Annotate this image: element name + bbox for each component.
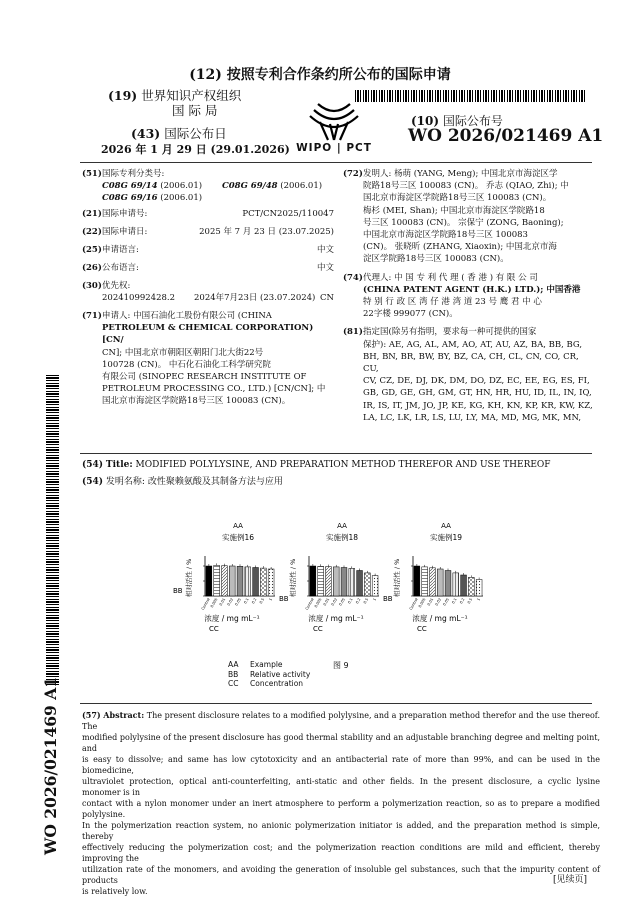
chart-category-label: 0.02 (330, 597, 339, 607)
ipc-code: C08G 69/16 (102, 193, 158, 203)
legend-code: BB (228, 669, 239, 679)
chart-category-label: 1 (372, 597, 377, 602)
abstract-line: is easy to dissolve; and same has low cytotoxicity and an antibacterial rate of more than 99%, and can be used in the biomedicine, (82, 755, 600, 775)
chart-category-label: 0.05 (338, 597, 346, 607)
applicant-line: PETROLEUM & CHEMICAL CORPORATION) [CN/ (102, 323, 314, 346)
header-divider (80, 162, 592, 163)
chart-xlabel: 浓度 / mg mL⁻¹ (204, 614, 260, 623)
designated-states-line: CV, CZ, DE, DJ, DK, DM, DO, DZ, EC, EE, EG, ES, FI, (363, 376, 590, 387)
figure-legend (228, 660, 310, 689)
chart-bb-label: BB (279, 595, 289, 603)
chart-category-label: 0.02 (226, 597, 235, 607)
agent-line: 代理人: 中 国 专 利 代 理 ( 香 港 ) 有 限 公 司 (363, 272, 538, 283)
top-barcode (355, 90, 585, 102)
inventor-line: 梅杉 (MEI, Shan); 中国北京市海淀区学院路18 (363, 205, 545, 216)
chart-ylabel: 相对活性 / % (289, 558, 297, 598)
chart-bar (430, 568, 436, 596)
bibliographic-right (343, 168, 593, 424)
publication-language: 中文 (316, 263, 334, 273)
application-number: PCT/CN2025/110047 (242, 209, 334, 219)
legend-code: CC (228, 679, 239, 688)
chart-aa-label: AA (233, 522, 243, 530)
applicant-line: PETROLEUM PROCESSING CO., LTD.) [CN/CN]; 中 (102, 384, 326, 395)
chart-bar (229, 566, 235, 596)
field-26-code: (26) (82, 263, 102, 273)
field-26-label: 公布语言: (102, 263, 139, 273)
field-81-code: (81) (343, 327, 363, 338)
applicant-line: 100728 (CN)。 中石化石油化工科学研究院 (102, 359, 271, 370)
legend-text: Relative activity (250, 669, 311, 679)
field-74-code: (74) (343, 272, 363, 283)
chart-bar (326, 567, 332, 596)
chart-category-label: 0.2 (251, 597, 258, 605)
org-sub: 国 际 局 (172, 103, 218, 118)
designated-states-line: LA, LC, LK, LR, LS, LU, LY, MA, MD, MG, MK, MN, (363, 412, 582, 423)
chart-cc-label: CC (209, 625, 219, 633)
chart-bar (318, 566, 324, 596)
chart-bar (437, 569, 443, 596)
chart-bar (476, 580, 482, 597)
field-21-label: 国际申请号: (102, 209, 148, 219)
abstract-line: In the polymerization reaction system, no anionic polymerization initiator is added, and the preparation method is simple, thereby (82, 821, 600, 841)
pubdate-label-block (131, 124, 227, 142)
wipo-logo (296, 100, 372, 156)
agent-line: (CHINA PATENT AGENT (H.K.) LTD.); 中国香港 (363, 284, 581, 295)
abstract-line: contact with a nylon monomer under an inert atmosphere to perform a polymerization reaction, so as to prepare a modified polylysine. (82, 799, 600, 819)
field-26 (82, 262, 334, 280)
designated-states-line: 指定国(除另有指明，要求每一种可提供的国家 (363, 327, 537, 338)
ipc-version: (2006.01) (157, 181, 203, 191)
chart-category-label: 0.1 (347, 597, 354, 605)
field-30 (82, 280, 334, 292)
chart-category-label: 0.02 (434, 597, 443, 607)
chart-category-label: 0.5 (258, 597, 266, 605)
field-51-label: 国际专利分类号: (102, 169, 165, 179)
chart-category-label: 0.05 (442, 597, 450, 607)
title-en-label: Title: (105, 460, 133, 470)
applicant-line: CN]; 中国北京市朝阳区朝阳门北大街22号 (102, 347, 264, 358)
field-22-code: (22) (82, 227, 102, 237)
chart-bar (349, 568, 355, 596)
chart-category-label: 0.2 (355, 597, 362, 605)
chart-category-label: Control (304, 597, 315, 611)
chart-ylabel: 相对活性 / % (185, 558, 193, 598)
abstract-line: effectively reducing the polymerization cost; and the polymerization reaction conditions are mild and efficient, thereby improving the (82, 843, 600, 863)
applicant-line: 申请人: 中国石油化工股份有限公司 (CHINA (102, 311, 272, 321)
inventor-line: (CN)。 张晓昕 (ZHANG, Xiaoxin); 中国北京市海 (363, 242, 557, 253)
field-71-code: (71) (82, 311, 102, 321)
field-81 (343, 326, 593, 424)
chart-bb-label: BB (173, 587, 183, 595)
abstract-line: The present disclosure relates to a modified polylysine, and a preparation method therefor and the use thereof. The (82, 711, 601, 731)
chart-bar (414, 566, 420, 596)
figure-9 (175, 520, 515, 700)
field-74 (343, 272, 593, 321)
title-cn (82, 476, 597, 488)
title-en-value: MODIFIED POLYLYSINE, AND PREPARATION METHOD THEREFOR AND USE THEREOF (135, 460, 551, 470)
field-51-code: (51) (82, 169, 102, 179)
chart-category-label: Control (200, 597, 211, 611)
field-72 (343, 168, 593, 266)
chart-aa-label: AA (441, 522, 451, 530)
figure-caption: 图 9 (333, 661, 349, 670)
field-30-label: 优先权: (102, 281, 131, 291)
pubno-code: (10) (411, 114, 440, 128)
chart-bar (461, 575, 467, 596)
ipc-line-2 (82, 192, 334, 208)
chart-category-label: 0.5 (362, 597, 370, 605)
field-51 (82, 168, 334, 180)
bibliographic-left (82, 168, 334, 408)
designated-states-line: IR, IS, IT, JM, JO, JP, KE, KG, KH, KN, KP, KR, KW, KZ, (363, 400, 593, 411)
abstract-label: Abstract: (103, 710, 145, 720)
chart-category-label: 0.1 (243, 597, 250, 605)
field-25-code: (25) (82, 245, 102, 255)
legend-code: AA (228, 660, 239, 669)
priority-number: 202410992428.2 (102, 293, 176, 303)
chart-category-label: 0.005 (209, 597, 219, 609)
wipo-emblem-icon (300, 100, 368, 144)
chart-xlabel: 浓度 / mg mL⁻¹ (308, 614, 364, 623)
field-72-code: (72) (343, 169, 363, 179)
ipc-code: C08G 69/48 (222, 181, 278, 191)
designated-states-line: GB, GD, GE, GH, GM, GT, HN, HR, HU, ID, IL, IN, IQ, (363, 388, 592, 399)
legend-text: Concentration (250, 679, 304, 688)
abstract-code: (57) (82, 710, 101, 720)
chart-category-label: 1 (268, 597, 273, 602)
title-cn-code: (54) (82, 477, 104, 487)
field-21 (82, 208, 334, 226)
wipo-pct-text: WIPO | PCT (296, 142, 372, 154)
field-25 (82, 244, 334, 262)
agent-line: 特 别 行 政 区 湾 仔 港 湾 道 23 号 鹰 君 中 心 (363, 297, 542, 308)
figure-divider (80, 703, 592, 704)
chart-xlabel: 浓度 / mg mL⁻¹ (412, 614, 468, 623)
chart-cc-label: CC (417, 625, 427, 633)
inventor-line: 淀区学院路18号三区 100083 (CN)。 (363, 254, 509, 265)
chart-category-label: 0.1 (451, 597, 458, 605)
org-code: (19) (108, 88, 138, 103)
agent-line: 22字楼 999077 (CN)。 (363, 309, 458, 320)
legend-text: Example (250, 660, 283, 669)
chart-bar (341, 568, 347, 597)
chart-bar (357, 571, 363, 597)
applicant-line: 国北京市海淀区学院路18号三区 100083 (CN)。 (102, 396, 291, 407)
chart-bar (260, 568, 266, 596)
chart-category-label: 0.5 (466, 597, 474, 605)
ipc-version: (2006.01) (157, 193, 203, 203)
chart-bar (364, 573, 370, 596)
field-25-label: 申请语言: (102, 245, 139, 255)
chart-bar (453, 573, 459, 596)
chart-category-label: 0.01 (322, 597, 331, 607)
abstract-line: ultraviolet protection, optical anti-counterfeiting, anti-static and other fields. In the present disclosure, a cyclic lysine monomer is in (82, 777, 600, 797)
chart-category-label: 0.01 (426, 597, 435, 607)
priority-row (82, 292, 334, 310)
chart-bar (237, 566, 243, 596)
chart-category-label: 0.2 (459, 597, 466, 605)
title-cn-label: 发明名称: (105, 477, 145, 487)
document-title: (12) 按照专利合作条约所公布的国际申请 (189, 67, 451, 83)
designated-states-line: 保护): AE, AG, AL, AM, AO, AT, AU, AZ, BA, BB, BG, (363, 339, 583, 350)
continued-note: [见续页] (553, 875, 588, 885)
abstract-line: utilization rate of the monomers, and avoiding the generation of insoluble gel substances, such that the impurity content of products (82, 865, 600, 885)
applicant-line: 有限公司 (SINOPEC RESEARCH INSTITUTE OF (102, 372, 307, 383)
abstract-line: modified polylysine of the present disclosure has good thermal stability and an adjustable branching degree and melting point, and (82, 733, 600, 753)
chart-bar (214, 565, 220, 596)
pubno-label: 国际公布号 (442, 114, 503, 128)
ipc-version: (2006.01) (277, 181, 323, 191)
inventor-line: 中国北京市海淀区学院路18号三区 100083 (363, 230, 528, 241)
inventor-line: 号三区 100083 (CN)。 宗保宁 (ZONG, Baoning); (363, 217, 564, 228)
chart-bar (268, 569, 274, 596)
chart-bar (245, 567, 251, 596)
priority-country: CN (320, 293, 334, 303)
priority-date: 2024年7月23日 (23.07.2024) (194, 293, 316, 303)
chart-ylabel: 相对活性 / % (393, 558, 401, 598)
title-cn-value: 改性聚赖氨酸及其制备方法与应用 (147, 477, 283, 487)
org-name: 世界知识产权组织 (141, 88, 242, 103)
chart-bb-label: BB (383, 595, 393, 603)
pubdate-label: 国际公布日 (164, 126, 227, 141)
chart-bar (253, 568, 259, 597)
field-22 (82, 226, 334, 244)
chart-category-label: Control (408, 597, 419, 611)
chart-title: 实施例18 (325, 533, 359, 542)
chart-bar (333, 567, 339, 596)
pubdate-value: 2026 年 1 月 29 日 (29.01.2026) (101, 143, 290, 156)
inventor-line: 发明人: 杨萌 (YANG, Meng); 中国北京市海淀区学 (363, 169, 558, 179)
inventor-line: 院路18号三区 100083 (CN)。 乔志 (QIAO, Zhi); 中 (363, 181, 569, 192)
chart-category-label: 0.01 (218, 597, 227, 607)
abstract (82, 710, 600, 897)
inventor-line: 国北京市海淀区学院路18号三区 100083 (CN)。 (363, 193, 552, 204)
chart-aa-label: AA (337, 522, 347, 530)
chart-category-label: 0.05 (234, 597, 242, 607)
chart-title: 实施例16 (221, 533, 255, 542)
title-en (82, 459, 597, 471)
field-71 (82, 310, 334, 408)
ipc-line-1 (82, 180, 334, 192)
chart-bar (372, 576, 378, 596)
title-en-code: (54) (82, 460, 104, 470)
chart-bar (222, 566, 228, 596)
field-21-code: (21) (82, 209, 102, 219)
chart-bar (468, 577, 474, 596)
figure-charts (175, 520, 515, 650)
publication-number: WO 2026/021469 A1 (408, 126, 604, 146)
chart-bar (310, 566, 316, 596)
field-30-code: (30) (82, 281, 102, 291)
pubdate-code: (43) (131, 126, 161, 141)
ipc-code: C08G 69/14 (102, 181, 158, 191)
biblio-divider (80, 453, 592, 454)
abstract-line: is relatively low. (82, 887, 148, 896)
filing-language: 中文 (316, 245, 334, 255)
chart-title: 实施例19 (429, 533, 463, 542)
designated-states-line: BH, BN, BR, BW, BY, BZ, CA, CH, CL, CN, CO, CR, CU, (363, 351, 579, 375)
chart-category-label: 0.005 (313, 597, 323, 609)
chart-category-label: 0.005 (417, 597, 427, 609)
chart-cc-label: CC (313, 625, 323, 633)
chart-bar (445, 571, 451, 597)
side-publication-number: WO 2026/021469 A1 (41, 676, 60, 855)
chart-bar (206, 566, 212, 596)
filing-date: 2025 年 7 月 23 日 (23.07.2025) (199, 227, 334, 237)
chart-bar (422, 567, 428, 596)
chart-category-label: 1 (476, 597, 481, 602)
field-22-label: 国际申请日: (102, 227, 148, 237)
